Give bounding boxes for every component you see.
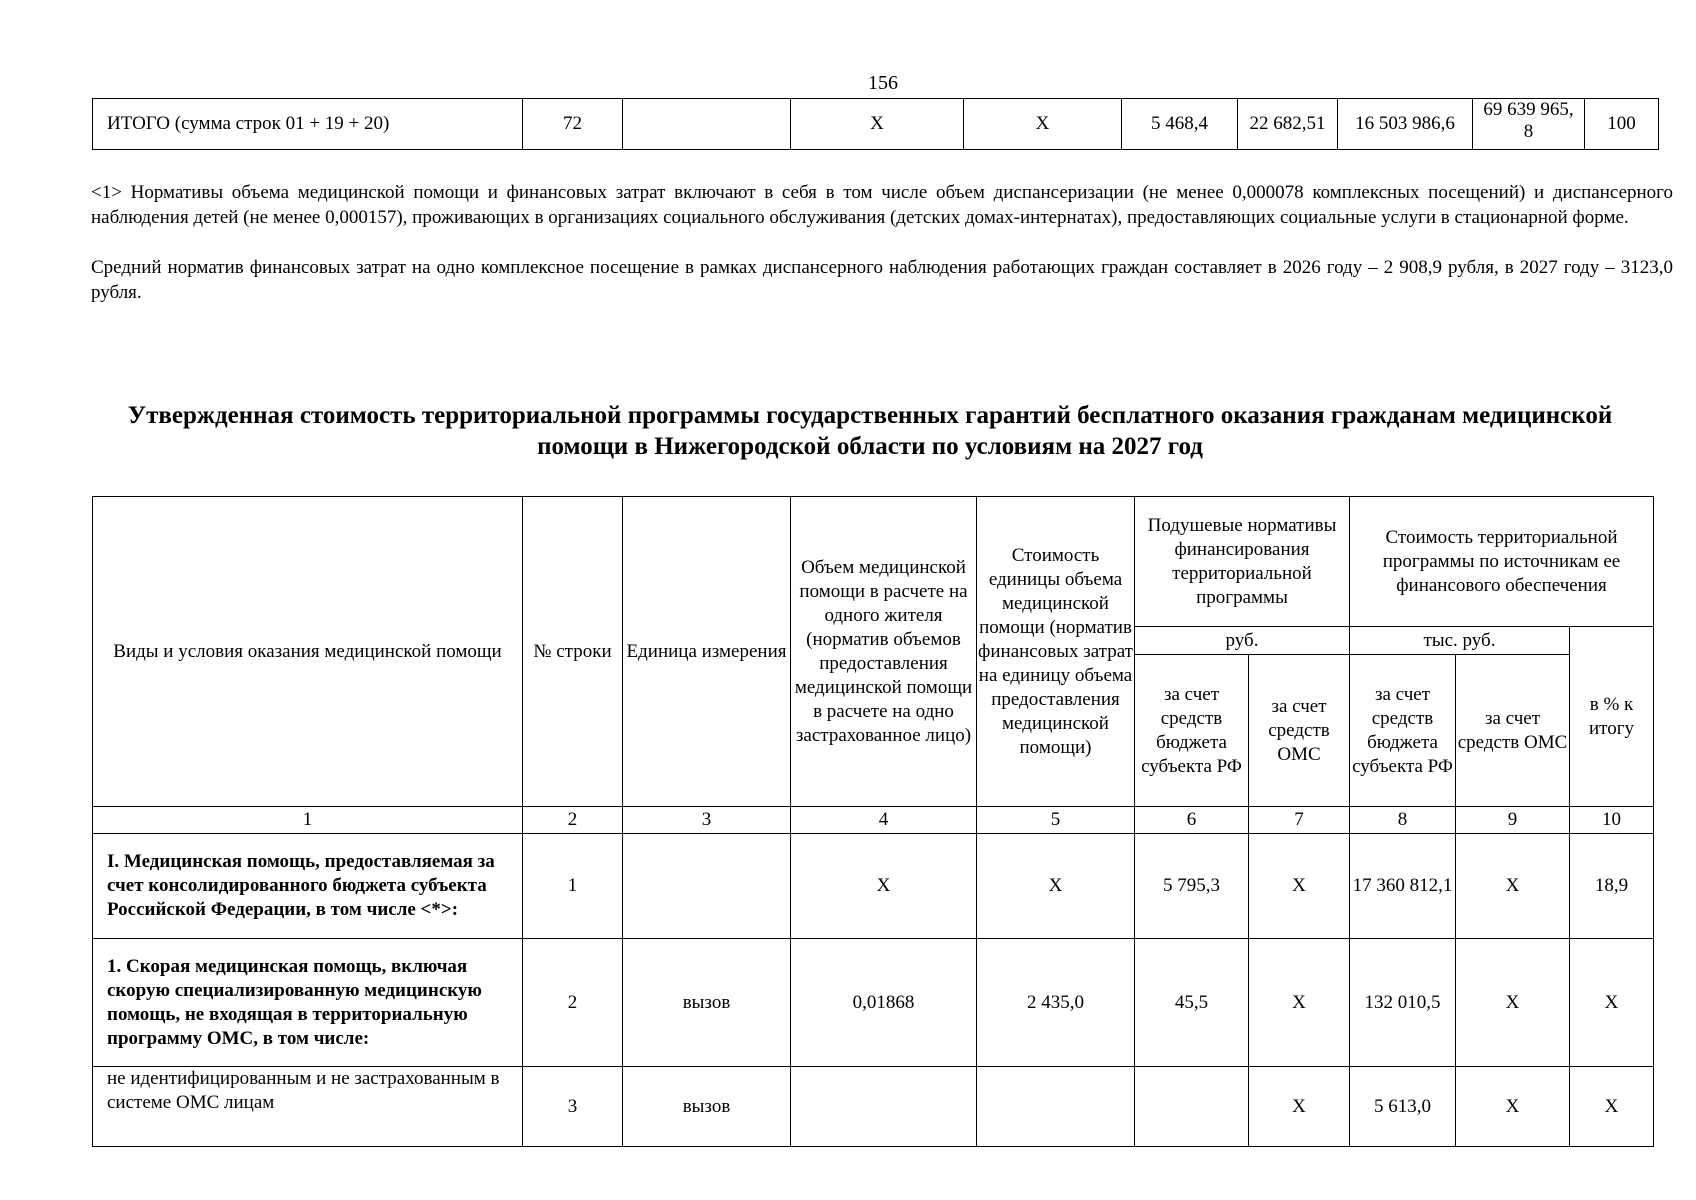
table-row [93, 939, 1654, 1067]
row-volume: X [791, 834, 977, 939]
total-c4: X [791, 99, 964, 150]
table-row [93, 834, 1654, 939]
total-c10: 100 [1585, 99, 1659, 150]
total-c6: 5 468,4 [1122, 99, 1238, 150]
row-budget-rub: 45,5 [1135, 939, 1249, 1067]
header-unit-cost: Стоимость единицы объема медицинской помощи (норматив финансовых затрат на единицу объема предоставления медицинской помощи) [977, 497, 1135, 807]
total-c7: 22 682,51 [1238, 99, 1338, 150]
cost-table [92, 496, 1654, 1147]
row-unit-cost: X [977, 834, 1135, 939]
column-number: 8 [1350, 807, 1456, 834]
total-c9: 69 639 965, 8 [1473, 99, 1585, 150]
page-number: 156 [868, 72, 898, 94]
row-budget-thousand: 17 360 812,1 [1350, 834, 1456, 939]
total-row-no: 72 [523, 99, 623, 150]
row-unit-cost: 2 435,0 [977, 939, 1135, 1067]
row-oms-rub: X [1249, 1067, 1350, 1147]
row-oms-rub: X [1249, 939, 1350, 1067]
row-budget-thousand: 132 010,5 [1350, 939, 1456, 1067]
column-number: 2 [523, 807, 623, 834]
header-cost-group: Стоимость территориальной программы по источникам ее финансового обеспечения [1350, 497, 1654, 627]
total-row [93, 99, 1659, 150]
total-label: ИТОГО (сумма строк 01 + 19 + 20) [93, 99, 523, 150]
header-budget-rub: за счет средств бюджета субъекта РФ [1135, 655, 1249, 807]
footnote-2: Средний норматив финансовых затрат на одно комплексное посещение в рамках диспансерного наблюдения работающих граждан составляет в 2026 году – 2 908,9 рубля, в 2027 году – 3123,0 рубля. [91, 257, 1673, 303]
table-heading: Утвержденная стоимость территориальной программы государственных гарантий бесплатного оказания гражданам медицинской помощи в Нижегородской области по условиям на 2027 год [127, 402, 1613, 460]
column-number: 1 [93, 807, 523, 834]
header-budget-thousand: за счет средств бюджета субъекта РФ [1350, 655, 1456, 807]
header-percent: в % к итогу [1570, 627, 1654, 807]
column-number: 4 [791, 807, 977, 834]
row-unit: вызов [623, 1067, 791, 1147]
header-volume: Объем медицинской помощи в расчете на одного жителя (норматив объемов предоставления медицинской помощи в расчете на одно застрахованное лицо) [791, 497, 977, 807]
row-unit: вызов [623, 939, 791, 1067]
row-name: не идентифицированным и не застрахованным в системе ОМС лицам [93, 1067, 523, 1147]
column-number: 7 [1249, 807, 1350, 834]
total-c8: 16 503 986,6 [1338, 99, 1473, 150]
header-unit: Единица измерения [623, 497, 791, 807]
column-number: 5 [977, 807, 1135, 834]
row-percent: X [1570, 1067, 1654, 1147]
footnote-1: <1> Нормативы объема медицинской помощи и финансовых затрат включают в себя в том числе объем диспансеризации (не менее 0,000078 комплексных посещений) и диспансерного наблюдения детей (не менее 0,000157), проживающих в организациях социального обслуживания (детских домах-интернатах), предоставляющих социальные услуги в стационарной форме. [91, 182, 1673, 228]
total-c5: X [964, 99, 1122, 150]
row-name: 1. Скорая медицинская помощь, включая скорую специализированную медицинскую помощь, не входящая в территориальную программу ОМС, в том числе: [93, 939, 523, 1067]
row-volume: 0,01868 [791, 939, 977, 1067]
row-name: I. Медицинская помощь, предоставляемая за счет консолидированного бюджета субъекта Российской Федерации, в том числе <*>: [93, 834, 523, 939]
header-unit-thousand-rub: тыс. руб. [1350, 627, 1570, 655]
total-unit [623, 99, 791, 150]
row-oms-thousand: X [1456, 834, 1570, 939]
row-budget-rub [1135, 1067, 1249, 1147]
row-oms-thousand: X [1456, 939, 1570, 1067]
row-oms-thousand: X [1456, 1067, 1570, 1147]
row-budget-thousand: 5 613,0 [1350, 1067, 1456, 1147]
header-types: Виды и условия оказания медицинской помощи [93, 497, 523, 807]
total-table [92, 98, 1659, 150]
column-numbers-row [93, 807, 1654, 834]
header-oms-thousand: за счет средств ОМС [1456, 655, 1570, 807]
row-budget-rub: 5 795,3 [1135, 834, 1249, 939]
row-volume [791, 1067, 977, 1147]
row-number: 2 [523, 939, 623, 1067]
header-unit-rub: руб. [1135, 627, 1350, 655]
column-number: 10 [1570, 807, 1654, 834]
header-row-no: № строки [523, 497, 623, 807]
column-number: 3 [623, 807, 791, 834]
row-oms-rub: X [1249, 834, 1350, 939]
column-number: 9 [1456, 807, 1570, 834]
row-unit-cost [977, 1067, 1135, 1147]
table-row [93, 1067, 1654, 1147]
header-per-capita-group: Подушевые нормативы финансирования территориальной программы [1135, 497, 1350, 627]
row-unit [623, 834, 791, 939]
header-oms-rub: за счет средств ОМС [1249, 655, 1350, 807]
row-number: 3 [523, 1067, 623, 1147]
row-percent: X [1570, 939, 1654, 1067]
row-percent: 18,9 [1570, 834, 1654, 939]
row-number: 1 [523, 834, 623, 939]
column-number: 6 [1135, 807, 1249, 834]
header-row-1 [93, 497, 1654, 627]
